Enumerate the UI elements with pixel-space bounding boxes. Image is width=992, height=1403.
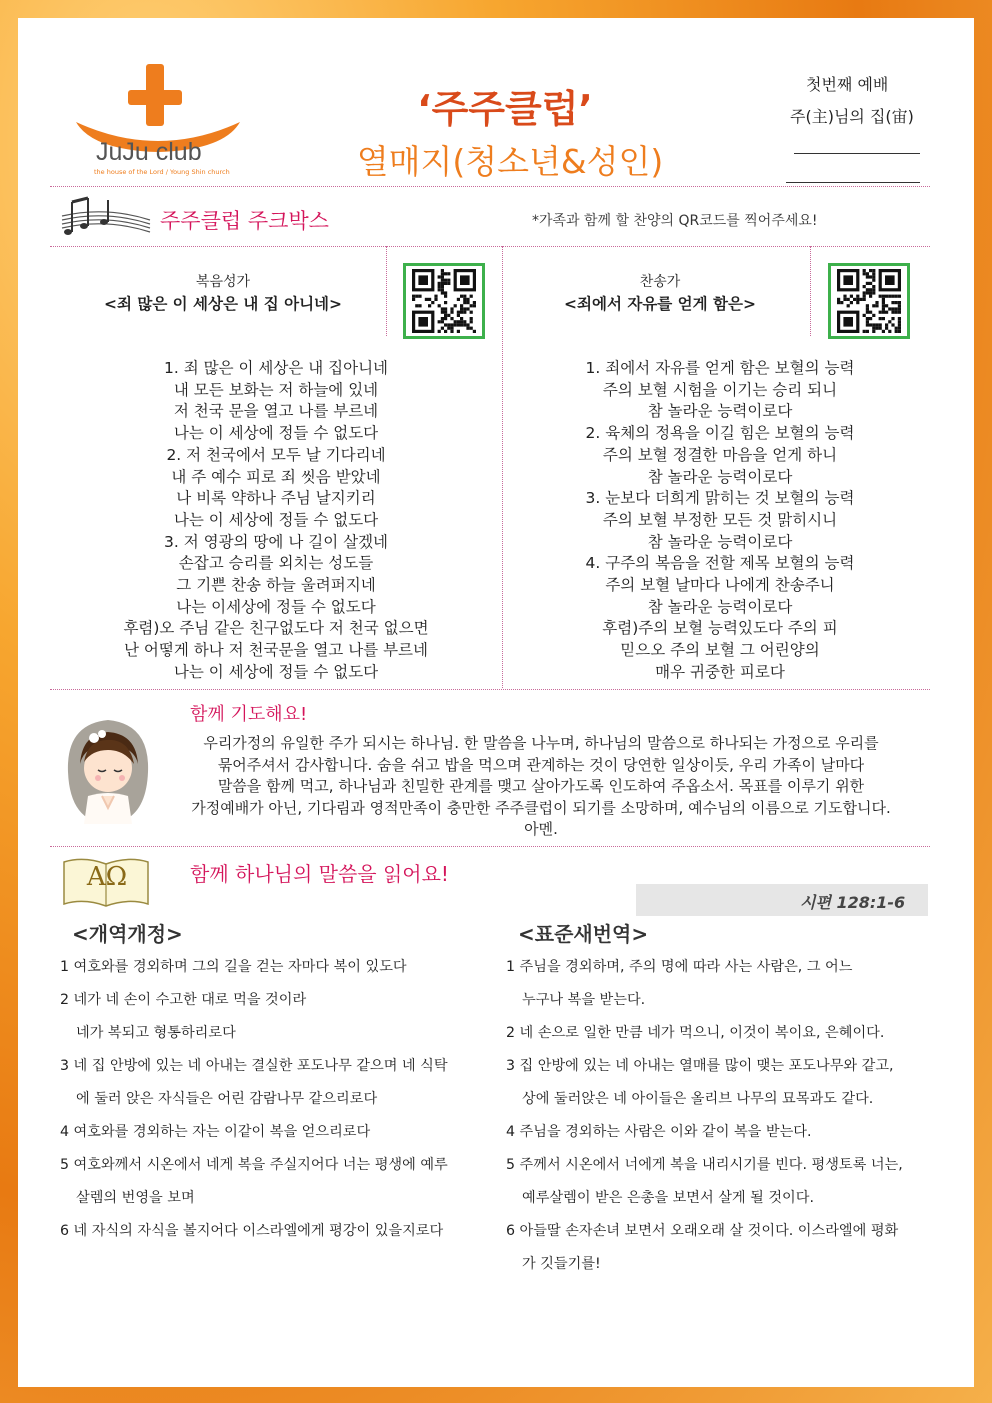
lyric-line: 3. 눈보다 더희게 맑히는 것 보혈의 능력: [585, 489, 855, 508]
lyric-line: 후렴)오 주님 같은 친구없도다 저 천국 없으면: [123, 619, 429, 638]
lyric-line: 주의 보혈 부정한 모든 것 맑히시니: [602, 510, 838, 529]
lyric-line: 주의 보혈 시험을 이기는 승리 되니: [602, 380, 838, 399]
lyric-line: 참 놀라운 능력이로다: [647, 532, 793, 551]
verse-line: 네가 복되고 형통하리로다: [76, 1025, 236, 1041]
verse-line: 상에 둘러앉은 네 아이들은 올리브 나무의 묘목과도 같다.: [522, 1091, 874, 1107]
music-notes-icon: [60, 192, 152, 244]
church-logo: [74, 60, 242, 180]
lyric-line: 2. 육체의 정욕을 이길 힘은 보혈의 능력: [585, 424, 855, 443]
song-title: <죄 많은 이 세상은 내 집 아니네>: [103, 295, 343, 313]
prayer-line: 묶어주셔서 감사합니다. 숨을 쉬고 밥을 먹으며 관계하는 것이 당연한 일상이듯, 우리 가족이 날마다: [217, 755, 865, 774]
lyric-line: 믿으오 주의 보혈 그 어린양의: [620, 641, 820, 660]
divider: [50, 689, 930, 690]
lyric-line: 저 천국 문을 열고 나를 부르네: [173, 402, 379, 421]
lyric-line: 나는 이세상에 정들 수 없도다: [176, 597, 376, 616]
verse-list: [60, 951, 496, 1248]
scripture-reference: 시편 128:1-6: [800, 893, 906, 912]
version-title: <표준새번역>: [518, 922, 649, 946]
qr-code[interactable]: [403, 263, 485, 339]
verse-line: 가 깃들기를!: [522, 1256, 601, 1272]
alpha-omega-letters: AΩ: [86, 862, 128, 892]
prayer-line: 가정예배가 아닌, 기다림과 영적만족이 충만한 주주클럽이 되기를 소망하며, 예수님의 이름으로 기도합니다.: [191, 798, 891, 817]
bible-icon: [60, 852, 152, 912]
lyric-line: 나 비록 약하나 주님 날지키리: [176, 489, 376, 508]
lyric-line: 2. 저 천국에서 모두 날 기다리네: [166, 445, 386, 464]
lyric-line: 참 놀라운 능력이로다: [647, 597, 793, 616]
lyric-line: 나는 이 세상에 정들 수 없도다: [173, 662, 379, 681]
prayer-line: 말씀을 함께 먹고, 하나님과 친밀한 관계를 맺고 살아가도록 인도하여 주옵소서. 목표를 이루기 위한: [217, 777, 865, 795]
version-title: <개역개정>: [72, 922, 183, 946]
divider: [502, 246, 503, 688]
verse-line: 3 네 집 안방에 있는 네 아내는 결실한 포도나무 같으며 네 식탁: [60, 1058, 448, 1074]
verse-line: 3 집 안방에 있는 네 아내는 열매를 많이 맺는 포도나무와 같고,: [506, 1058, 894, 1074]
verse-line: 누구나 복을 받는다.: [522, 992, 646, 1008]
song-category: 찬송가: [639, 274, 681, 290]
house-label: 주(主)님의 집(宙): [790, 107, 914, 126]
divider: [50, 186, 930, 187]
verse-line: 1 주님을 경외하며, 주의 명에 따라 사는 사람은, 그 어느: [506, 959, 853, 975]
scripture-title: 함께 하나님의 말씀을 읽어요!: [190, 862, 449, 886]
song-category: 복음성가: [195, 274, 251, 290]
divider: [50, 846, 930, 847]
lyric-line: 4. 구주의 복음을 전할 제목 보혈의 능력: [585, 554, 855, 573]
verse-line: 5 주께서 시온에서 너에게 복을 내리시기를 빈다. 평생토록 너는,: [506, 1157, 903, 1173]
newsletter-subtitle: 열매지(청소년&성인): [356, 142, 664, 181]
lyric-line: 참 놀라운 능력이로다: [647, 402, 793, 421]
verse-line: 2 네가 네 손이 수고한 대로 먹을 것이라: [60, 992, 307, 1008]
lyric-line: 매우 귀중한 피로다: [655, 662, 785, 681]
lyric-line: 1. 죄에서 자유를 얻게 함은 보혈의 능력: [585, 359, 855, 377]
praying-girl-illustration: [58, 712, 158, 830]
lyric-line: 주의 보혈 정결한 마음을 얻게 하니: [602, 445, 838, 464]
verse-line: 예루살렘이 받은 은총을 보면서 살게 될 것이다.: [522, 1190, 814, 1206]
lyric-line: 후렴)주의 보혈 능력있도다 주의 피: [602, 619, 838, 638]
jukebox-title: 주주클럽 주크박스: [160, 209, 329, 233]
lyric-line: 내 주 예수 피로 죄 씻음 받았네: [171, 467, 381, 486]
lyric-line: 난 어떻게 하나 저 천국문을 열고 나를 부르네: [123, 641, 428, 660]
lyric-line: 3. 저 영광의 땅에 나 길이 살겠네: [163, 532, 389, 551]
verse-line: 5 여호와께서 시온에서 네게 복을 주실지어다 너는 평생에 예루: [60, 1157, 448, 1173]
song-lyrics: [60, 358, 492, 684]
lyric-line: 1. 죄 많은 이 세상은 내 집아니네: [163, 359, 389, 377]
verse-line: 1 여호와를 경외하며 그의 길을 걷는 자마다 복이 있도다: [60, 959, 407, 975]
lyric-line: 나는 이 세상에 정들 수 없도다: [173, 424, 379, 443]
verse-line: 6 네 자식의 자식을 볼지어다 이스라엘에게 평강이 있을지로다: [60, 1223, 444, 1239]
lyric-line: 나는 이 세상에 정들 수 없도다: [173, 510, 379, 529]
prayer-title: 함께 기도해요!: [190, 704, 308, 725]
verse-line: 4 여호와를 경외하는 자는 이같이 복을 얻으리로다: [60, 1124, 371, 1140]
qr-code-icon: [831, 266, 907, 336]
prayer-text: [154, 733, 928, 841]
verse-line: 4 주님을 경외하는 사람은 이와 같이 복을 받는다.: [506, 1124, 812, 1140]
lyric-line: 참 놀라운 능력이로다: [647, 467, 793, 486]
verse-line: 2 네 손으로 일한 만큼 네가 먹으니, 이것이 복이요, 은혜이다.: [506, 1025, 885, 1041]
qr-code-icon: [406, 266, 482, 336]
divider: [810, 246, 811, 336]
song-lyrics: [510, 358, 930, 684]
logo-text: JuJu club: [96, 138, 202, 166]
lyric-line: 그 기쁜 찬송 하늘 울려퍼지네: [176, 576, 376, 595]
blank-line: [786, 182, 920, 183]
newsletter-title: ‘주주클럽’: [417, 87, 593, 131]
divider: [386, 246, 387, 336]
lyric-line: 주의 보혈 날마다 나에게 찬송주니: [605, 576, 835, 595]
verse-line: 살렘의 번영을 보며: [76, 1190, 195, 1206]
prayer-line: 아멘.: [524, 820, 558, 838]
divider: [50, 246, 930, 247]
verse-list: [506, 951, 930, 1281]
jukebox-note: *가족과 함께 할 찬양의 QR코드를 찍어주세요!: [532, 213, 818, 229]
worship-label: 첫번째 예배: [806, 75, 889, 94]
qr-code[interactable]: [828, 263, 910, 339]
lyric-line: 손잡고 승리를 외치는 성도들: [178, 554, 374, 573]
verse-line: 6 아들딸 손자손녀 보면서 오래오래 살 것이다. 이스라엘에 평화: [506, 1223, 899, 1239]
song-title: <죄에서 자유를 얻게 함은>: [564, 295, 756, 313]
verse-line: 에 둘러 앉은 자식들은 어린 감람나무 같으리로다: [76, 1091, 378, 1107]
logo-tagline: the house of the Lord / Young Shin church: [94, 168, 230, 176]
prayer-line: 우리가정의 유일한 주가 되시는 하나님. 한 말씀을 나누며, 하나님의 말씀으로 하나되는 가정으로 우리를: [203, 734, 879, 752]
lyric-line: 내 모든 보화는 저 하늘에 있네: [173, 380, 379, 399]
blank-line: [794, 153, 920, 154]
